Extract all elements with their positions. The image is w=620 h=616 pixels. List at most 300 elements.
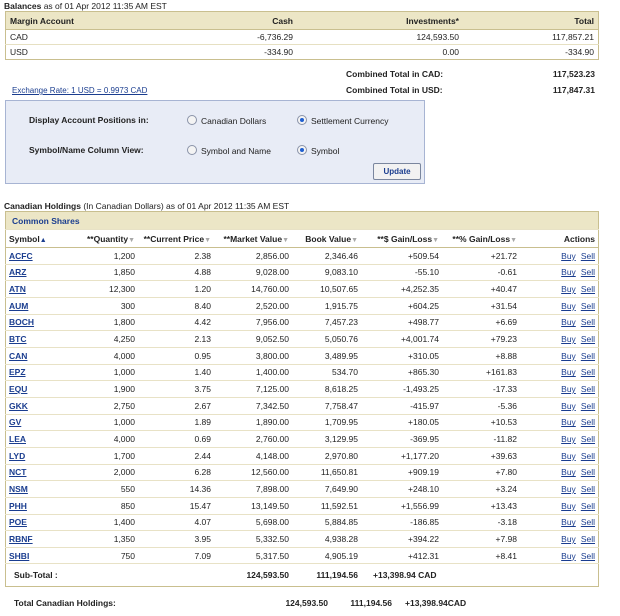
holdings-title	[4, 201, 289, 211]
radio-unselected-icon	[187, 145, 197, 155]
symbol-link[interactable]: POE	[9, 517, 27, 528]
percent-gain-cell: +31.54	[442, 297, 520, 314]
col-investments: Investments*	[297, 12, 463, 30]
book-value-cell: 1,915.75	[292, 297, 361, 314]
dollar-gain-cell: +604.25	[361, 297, 442, 314]
investments-cell: 0.00	[442, 47, 459, 57]
symbol-link[interactable]: LEA	[9, 434, 26, 445]
buy-link[interactable]: Buy	[561, 450, 576, 461]
total-label: Total Canadian Holdings:	[14, 598, 116, 608]
symbol-link[interactable]: GV	[9, 417, 22, 428]
quantity-cell: 1,900	[70, 381, 138, 398]
combined-usd-label: Combined Total in USD:	[346, 85, 443, 95]
table-row	[6, 414, 599, 431]
book-value-cell: 534.70	[292, 364, 361, 381]
buy-link[interactable]: Buy	[561, 317, 576, 328]
market-value-cell: 2,520.00	[214, 297, 292, 314]
col-market-value[interactable]	[214, 230, 292, 248]
symbol-cell	[6, 264, 71, 281]
sort-icon: ▼	[128, 236, 135, 244]
buy-link[interactable]: Buy	[561, 550, 576, 561]
quantity-cell: 1,350	[70, 531, 138, 548]
balance-row-cad	[6, 30, 599, 45]
sell-link[interactable]: Sell	[580, 267, 595, 278]
book-value-cell: 9,083.10	[292, 264, 361, 281]
table-row	[6, 514, 599, 531]
symbol-cell	[6, 531, 71, 548]
market-value-cell: 13,149.50	[214, 497, 292, 514]
percent-gain-cell: -3.18	[442, 514, 520, 531]
currency-cell: USD	[10, 47, 28, 57]
table-row	[6, 331, 599, 348]
dollar-gain-cell: +498.77	[361, 314, 442, 331]
current-price-cell: 0.69	[138, 431, 214, 448]
buy-link[interactable]: Buy	[561, 350, 576, 361]
table-row	[6, 314, 599, 331]
table-row	[6, 397, 599, 414]
actions-cell	[520, 414, 599, 431]
dollar-gain-cell: -415.97	[361, 397, 442, 414]
current-price-cell: 6.28	[138, 464, 214, 481]
total-cell: 117,857.21	[463, 30, 599, 45]
sell-link[interactable]: Sell	[580, 400, 595, 411]
percent-gain-cell: -5.36	[442, 397, 520, 414]
current-price-cell: 1.89	[138, 414, 214, 431]
current-price-cell: 2.13	[138, 331, 214, 348]
col-book-value[interactable]	[292, 230, 361, 248]
current-price-cell: 8.40	[138, 297, 214, 314]
col-quantity-label: **Quantity	[86, 233, 129, 244]
symbol-link[interactable]: NSM	[9, 484, 28, 495]
market-value-cell: 14,760.00	[214, 281, 292, 298]
actions-cell	[520, 314, 599, 331]
col-market-value-label: **Market Value	[223, 233, 283, 244]
balances-timestamp: as of 01 Apr 2012 11:35 AM EST	[41, 1, 167, 11]
sell-link[interactable]: Sell	[580, 533, 595, 544]
dollar-gain-cell: +4,252.35	[361, 281, 442, 298]
col-book-value-label: Book Value	[305, 233, 352, 244]
quantity-cell: 4,250	[70, 331, 138, 348]
table-row	[6, 481, 599, 498]
quantity-cell: 1,800	[70, 314, 138, 331]
radio-settlement-currency[interactable]	[297, 115, 388, 126]
market-value-cell: 5,332.50	[214, 531, 292, 548]
current-price-cell: 1.40	[138, 364, 214, 381]
market-value-cell: 7,956.00	[214, 314, 292, 331]
current-price-cell: 1.20	[138, 281, 214, 298]
actions-cell	[520, 497, 599, 514]
buy-link[interactable]: Buy	[561, 284, 576, 295]
symbol-cell	[6, 381, 71, 398]
subtotal-market-value: 124,593.50	[246, 570, 289, 581]
symbol-link[interactable]: NCT	[9, 467, 27, 478]
subtotal-book-value: 111,194.56	[316, 570, 358, 581]
buy-link[interactable]: Buy	[561, 250, 576, 261]
market-value-cell: 2,760.00	[214, 431, 292, 448]
buy-link[interactable]: Buy	[561, 417, 576, 428]
book-value-cell: 3,129.95	[292, 431, 361, 448]
col-dollar-gain-loss[interactable]	[361, 230, 442, 248]
percent-gain-cell: +8.88	[442, 347, 520, 364]
book-value-cell: 1,709.95	[292, 414, 361, 431]
symbol-link[interactable]: ATN	[9, 284, 26, 295]
table-row	[6, 447, 599, 464]
quantity-cell: 300	[70, 297, 138, 314]
sell-link[interactable]: Sell	[580, 317, 595, 328]
combined-cad-label: Combined Total in CAD:	[346, 69, 444, 79]
actions-cell	[520, 297, 599, 314]
market-value-cell: 12,560.00	[214, 464, 292, 481]
symbol-cell	[6, 347, 71, 364]
current-price-cell: 7.09	[138, 547, 214, 564]
market-value-cell: 9,052.50	[214, 331, 292, 348]
balances-heading: Balances	[4, 1, 42, 11]
actions-cell	[520, 531, 599, 548]
symbol-cell	[6, 414, 71, 431]
percent-gain-cell: +10.53	[442, 414, 520, 431]
quantity-cell: 1,850	[70, 264, 138, 281]
current-price-cell: 3.95	[138, 531, 214, 548]
symbol-link[interactable]: GKK	[9, 400, 28, 411]
market-value-cell: 5,317.50	[214, 547, 292, 564]
quantity-cell: 850	[70, 497, 138, 514]
current-price-cell: 15.47	[138, 497, 214, 514]
update-button[interactable]: Update	[373, 163, 421, 180]
symbol-cell	[6, 364, 71, 381]
percent-gain-cell: +39.63	[442, 447, 520, 464]
quantity-cell: 4,000	[70, 347, 138, 364]
combined-usd-value: 117,847.31	[552, 85, 595, 95]
current-price-cell: 4.42	[138, 314, 214, 331]
market-value-cell: 9,028.00	[214, 264, 292, 281]
exchange-rate-link[interactable]: Exchange Rate: 1 USD = 0.9973 CAD	[12, 86, 148, 95]
sell-link[interactable]: Sell	[580, 450, 595, 461]
buy-link[interactable]: Buy	[561, 434, 576, 445]
sell-link[interactable]: Sell	[580, 500, 595, 511]
book-value-cell: 11,650.81	[292, 464, 361, 481]
symbol-link[interactable]: EPZ	[9, 367, 26, 378]
radio-canadian-dollars-label: Canadian Dollars	[201, 116, 267, 126]
dollar-gain-cell: -1,493.25	[361, 381, 442, 398]
balances-header-row	[6, 12, 599, 30]
dollar-gain-cell: +180.05	[361, 414, 442, 431]
actions-cell	[520, 331, 599, 348]
subtotal-gain-loss: +13,398.94 CAD	[373, 570, 437, 581]
sell-link[interactable]: Sell	[580, 417, 595, 428]
radio-symbol-and-name[interactable]	[187, 145, 271, 156]
book-value-cell: 7,649.90	[292, 481, 361, 498]
display-positions-label: Display Account Positions in:	[29, 115, 149, 125]
actions-cell	[520, 364, 599, 381]
percent-gain-cell: +13.43	[442, 497, 520, 514]
sort-icon: ▼	[282, 236, 289, 244]
percent-gain-cell: +161.83	[442, 364, 520, 381]
percent-gain-cell: +7.80	[442, 464, 520, 481]
group-row	[6, 212, 599, 230]
market-value-cell: 7,125.00	[214, 381, 292, 398]
current-price-cell: 0.95	[138, 347, 214, 364]
sort-icon: ▼	[432, 236, 439, 244]
quantity-cell: 2,000	[70, 464, 138, 481]
buy-link[interactable]: Buy	[561, 267, 576, 278]
symbol-cell	[6, 464, 71, 481]
symbol-cell	[6, 281, 71, 298]
percent-gain-cell: -0.61	[442, 264, 520, 281]
actions-cell	[520, 447, 599, 464]
book-value-cell: 10,507.65	[292, 281, 361, 298]
current-price-cell: 2.38	[138, 248, 214, 265]
table-row	[6, 547, 599, 564]
sell-link[interactable]: Sell	[580, 484, 595, 495]
symbol-link[interactable]: ARZ	[9, 267, 27, 278]
buy-link[interactable]: Buy	[561, 484, 576, 495]
symbol-cell	[6, 481, 71, 498]
book-value-cell: 4,938.28	[292, 531, 361, 548]
radio-symbol[interactable]	[297, 145, 339, 156]
symbol-cell	[6, 297, 71, 314]
radio-canadian-dollars[interactable]	[187, 115, 266, 126]
cash-cell: -6,736.29	[164, 30, 297, 45]
radio-symbol-and-name-label: Symbol and Name	[201, 146, 271, 156]
buy-link[interactable]: Buy	[561, 384, 576, 395]
actions-cell	[520, 547, 599, 564]
symbol-cell	[6, 314, 71, 331]
col-symbol[interactable]	[6, 230, 71, 248]
current-price-cell: 2.44	[138, 447, 214, 464]
holdings-heading: Canadian Holdings	[4, 201, 81, 211]
dollar-gain-cell: +412.31	[361, 547, 442, 564]
radio-selected-icon	[297, 145, 307, 155]
cash-cell: -334.90	[264, 47, 293, 57]
percent-gain-cell: +6.69	[442, 314, 520, 331]
book-value-cell: 8,618.25	[292, 381, 361, 398]
quantity-cell: 550	[70, 481, 138, 498]
table-row	[6, 431, 599, 448]
col-current-price-label: **Current Price	[143, 233, 205, 244]
market-value-cell: 3,800.00	[214, 347, 292, 364]
current-price-cell: 4.07	[138, 514, 214, 531]
percent-gain-cell: -11.82	[442, 431, 520, 448]
dollar-gain-cell: +310.05	[361, 347, 442, 364]
symbol-link[interactable]: BTC	[9, 334, 27, 345]
table-row	[6, 264, 599, 281]
quantity-cell: 1,000	[70, 414, 138, 431]
sort-icon: ▼	[204, 236, 211, 244]
quantity-cell: 1,000	[70, 364, 138, 381]
symbol-cell	[6, 514, 71, 531]
quantity-cell: 1,200	[70, 248, 138, 265]
symbol-view-label: Symbol/Name Column View:	[29, 145, 144, 155]
sell-link[interactable]: Sell	[580, 367, 595, 378]
actions-cell	[520, 281, 599, 298]
dollar-gain-cell: +248.10	[361, 481, 442, 498]
buy-link[interactable]: Buy	[561, 533, 576, 544]
percent-gain-cell: +79.23	[442, 331, 520, 348]
table-row	[6, 248, 599, 265]
book-value-cell: 7,457.23	[292, 314, 361, 331]
dollar-gain-cell: +909.19	[361, 464, 442, 481]
col-current-price[interactable]	[138, 230, 214, 248]
radio-symbol-label: Symbol	[311, 146, 340, 156]
percent-gain-cell: +8.41	[442, 547, 520, 564]
buy-link[interactable]: Buy	[561, 334, 576, 345]
table-row	[6, 347, 599, 364]
symbol-cell	[6, 431, 71, 448]
group-common-shares: Common Shares	[6, 212, 599, 230]
col-dollar-gain-loss-label: **$ Gain/Loss	[377, 233, 433, 244]
actions-cell	[520, 347, 599, 364]
holdings-timestamp: (In Canadian Dollars) as of 01 Apr 2012 11:35 AM EST	[80, 201, 290, 211]
col-margin-account: Margin Account	[6, 12, 165, 30]
book-value-cell: 11,592.51	[292, 497, 361, 514]
sell-link[interactable]: Sell	[580, 550, 595, 561]
percent-gain-cell: +7.98	[442, 531, 520, 548]
actions-cell	[520, 431, 599, 448]
symbol-cell	[6, 331, 71, 348]
symbol-link[interactable]: SHBI	[9, 550, 30, 561]
actions-cell	[520, 248, 599, 265]
dollar-gain-cell: -186.85	[361, 514, 442, 531]
sell-link[interactable]: Sell	[580, 467, 595, 478]
sell-link[interactable]: Sell	[580, 350, 595, 361]
book-value-cell: 5,884.85	[292, 514, 361, 531]
current-price-cell: 4.88	[138, 264, 214, 281]
dollar-gain-cell: +394.22	[361, 531, 442, 548]
symbol-cell	[6, 397, 71, 414]
investments-cell: 124,593.50	[297, 30, 463, 45]
current-price-cell: 2.67	[138, 397, 214, 414]
total-market-value: 124,593.50	[285, 598, 328, 608]
currency-cell: CAD	[6, 30, 165, 45]
total-canadian-holdings-row	[5, 598, 599, 612]
symbol-link[interactable]: EQU	[9, 384, 28, 395]
symbol-cell	[6, 497, 71, 514]
percent-gain-cell: -17.33	[442, 381, 520, 398]
dollar-gain-cell: -55.10	[361, 264, 442, 281]
col-cash: Cash	[164, 12, 297, 30]
buy-link[interactable]: Buy	[561, 400, 576, 411]
quantity-cell: 1,400	[70, 514, 138, 531]
book-value-cell: 7,758.47	[292, 397, 361, 414]
display-options-panel	[5, 100, 425, 184]
market-value-cell: 7,898.00	[214, 481, 292, 498]
book-value-cell: 2,970.80	[292, 447, 361, 464]
symbol-link[interactable]: CAN	[9, 350, 28, 361]
table-row	[6, 464, 599, 481]
market-value-cell: 5,698.00	[214, 514, 292, 531]
sort-icon: ▼	[351, 236, 358, 244]
quantity-cell: 2,750	[70, 397, 138, 414]
buy-link[interactable]: Buy	[561, 367, 576, 378]
table-row	[6, 381, 599, 398]
col-symbol-label: Symbol	[9, 233, 40, 244]
dollar-gain-cell: +1,177.20	[361, 447, 442, 464]
balances-title	[4, 1, 167, 11]
table-row	[6, 297, 599, 314]
col-total: Total	[463, 12, 599, 30]
table-row	[6, 531, 599, 548]
current-price-cell: 3.75	[138, 381, 214, 398]
sell-link[interactable]: Sell	[580, 334, 595, 345]
current-price-cell: 14.36	[138, 481, 214, 498]
market-value-cell: 7,342.50	[214, 397, 292, 414]
balances-table	[5, 11, 599, 60]
sell-link[interactable]: Sell	[580, 250, 595, 261]
col-actions: Actions	[520, 230, 599, 248]
sell-link[interactable]: Sell	[580, 300, 595, 311]
table-row	[6, 281, 599, 298]
quantity-cell: 750	[70, 547, 138, 564]
sort-icon: ▼	[510, 236, 517, 244]
symbol-cell	[6, 547, 71, 564]
symbol-cell	[6, 248, 71, 265]
market-value-cell: 4,148.00	[214, 447, 292, 464]
dollar-gain-cell: +4,001.74	[361, 331, 442, 348]
quantity-cell: 4,000	[70, 431, 138, 448]
actions-cell	[520, 481, 599, 498]
dollar-gain-cell: +1,556.99	[361, 497, 442, 514]
symbol-link[interactable]: AUM	[9, 300, 29, 311]
table-row	[6, 497, 599, 514]
symbol-link[interactable]: LYD	[9, 450, 26, 461]
symbol-link[interactable]: RBNF	[9, 533, 33, 544]
radio-unselected-icon	[187, 115, 197, 125]
market-value-cell: 1,890.00	[214, 414, 292, 431]
buy-link[interactable]: Buy	[561, 467, 576, 478]
actions-cell	[520, 464, 599, 481]
book-value-cell: 3,489.95	[292, 347, 361, 364]
quantity-cell: 12,300	[70, 281, 138, 298]
symbol-cell	[6, 447, 71, 464]
buy-link[interactable]: Buy	[561, 500, 576, 511]
symbol-link[interactable]: PHH	[9, 500, 27, 511]
symbol-link[interactable]: ACFC	[9, 250, 33, 261]
symbol-link[interactable]: BOCH	[9, 317, 35, 328]
sort-ascending-icon: ▲	[39, 236, 47, 244]
buy-link[interactable]: Buy	[561, 517, 576, 528]
total-book-value: 111,194.56	[350, 598, 392, 608]
total-cell: -334.90	[565, 47, 594, 57]
balance-row-usd	[6, 45, 599, 60]
col-percent-gain-loss-label: **% Gain/Loss	[452, 233, 511, 244]
book-value-cell: 5,050.76	[292, 331, 361, 348]
market-value-cell: 2,856.00	[214, 248, 292, 265]
actions-cell	[520, 264, 599, 281]
subtotal-label: Sub-Total :	[14, 570, 58, 581]
sell-link[interactable]: Sell	[580, 284, 595, 295]
percent-gain-cell: +3.24	[442, 481, 520, 498]
quantity-cell: 1,700	[70, 447, 138, 464]
market-value-cell: 1,400.00	[214, 364, 292, 381]
sell-link[interactable]: Sell	[580, 384, 595, 395]
percent-gain-cell: +40.47	[442, 281, 520, 298]
col-quantity[interactable]	[70, 230, 138, 248]
sell-link[interactable]: Sell	[580, 434, 595, 445]
col-percent-gain-loss[interactable]	[442, 230, 520, 248]
subtotal-row	[6, 564, 599, 587]
book-value-cell: 2,346.46	[292, 248, 361, 265]
dollar-gain-cell: +509.54	[361, 248, 442, 265]
dollar-gain-cell: -369.95	[361, 431, 442, 448]
actions-cell	[520, 397, 599, 414]
radio-settlement-currency-label: Settlement Currency	[311, 116, 389, 126]
percent-gain-cell: +21.72	[442, 248, 520, 265]
buy-link[interactable]: Buy	[561, 300, 576, 311]
table-row	[6, 364, 599, 381]
radio-selected-icon	[297, 115, 307, 125]
sell-link[interactable]: Sell	[580, 517, 595, 528]
dollar-gain-cell: +865.30	[361, 364, 442, 381]
